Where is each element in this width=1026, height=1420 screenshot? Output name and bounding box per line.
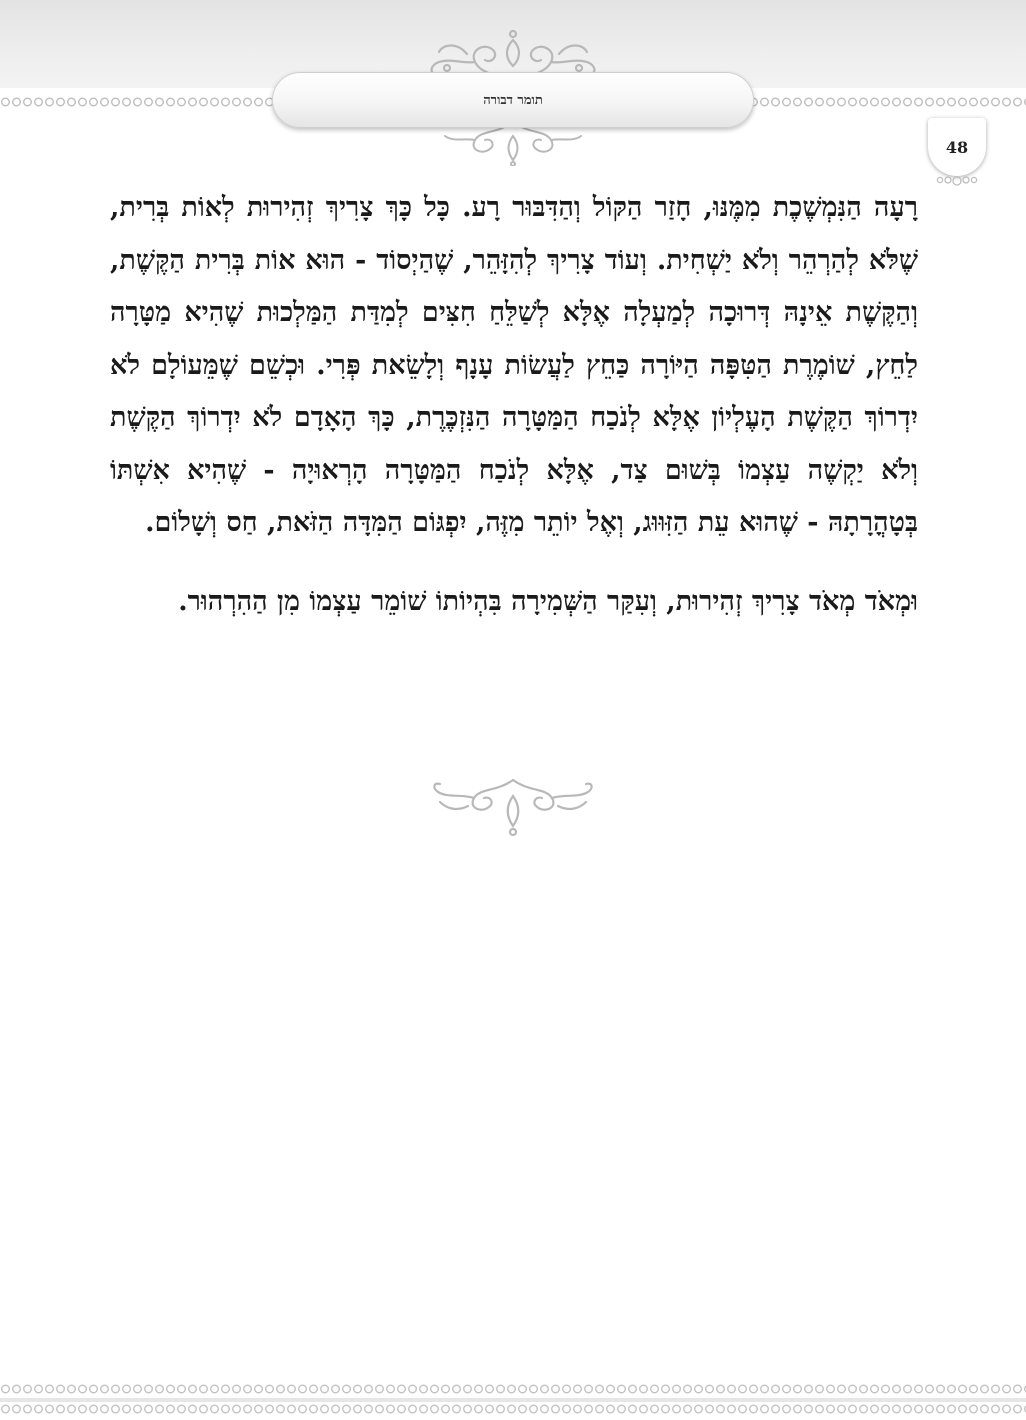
paragraph: וּמְאֹד מְאֹד צָרִיךְ זְהִירוּת, וְעִקַּר הַשְּׁמִירָה בִּהְיוֹתוֹ שׁוֹמֵר עַצְמוֹ מִן הַהִרְהוּר. — [178, 585, 918, 617]
body-text — [110, 182, 918, 628]
book-title: תומר דבורה — [483, 93, 543, 108]
page-number: 48 — [945, 137, 969, 157]
flourish-ornament — [934, 170, 980, 190]
page-number-tab — [928, 118, 986, 176]
flourish-ornament — [428, 776, 598, 838]
header-title-pill — [272, 72, 754, 128]
bead-border — [0, 1382, 1026, 1396]
bead-border — [0, 1402, 1026, 1416]
paragraph: רָעָה הַנִּמְשֶׁכֶת מִמֶּנּוּ, חָזַר הַקּוֹל וְהַדִּבּוּר רָע. כָּל כָּךְ צָרִיךְ זְהִירוּת לְאוֹת בְּרִית, שֶׁלֹּא לְהַרְהֵר וְלֹא יַשְׁחִית. וְעוֹד צָרִיךְ לְהִזָּהֵר, שֶׁהַיְסוֹד - הוּא אוֹת בְּרִית הַקֶּשֶׁת, וְהַקֶּשֶׁת אֵינָהּ דְּרוּכָה לְמַעְלָה אֶלָּא לְשַׁלֵּחַ חִצִּים לְמִדַּת הַמַּלְכוּת שֶׁהִיא מַטָּרָה לַחֵץ, שׁוֹמֶרֶת הַטִּפָּה הַיּוֹרָה כַּחֵץ לַעֲשׂוֹת עָנָף וְלָשֵׂאת פְּרִי. וּכְשֵׁם שֶׁמֵּעוֹלָם לֹא יִדְרוֹךְ הַקֶּשֶׁת הָעֶלְיוֹן אֶלָּא לְנֹכַח הַמַּטָּרָה הַנִּזְכֶּרֶת, כָּךְ הָאָדָם לֹא יִדְרוֹךְ הַקֶּשֶׁת וְלֹא יַקְשֶׁה עַצְמוֹ בְּשׁוּם צַד, אֶלָּא לְנֹכַח הַמַּטָּרָה הָרְאוּיָה - שֶׁהִיא אִשְׁתּוֹ בְּטָהֳרָתָהּ - שֶׁהוּא עֵת הַזִּוּוּג, וְאֶל יוֹתֵר מִזֶּה, יִפְגּוֹם הַמִּדָּה הַזֹּאת, חַס וְשָׁלוֹם. — [110, 192, 918, 538]
